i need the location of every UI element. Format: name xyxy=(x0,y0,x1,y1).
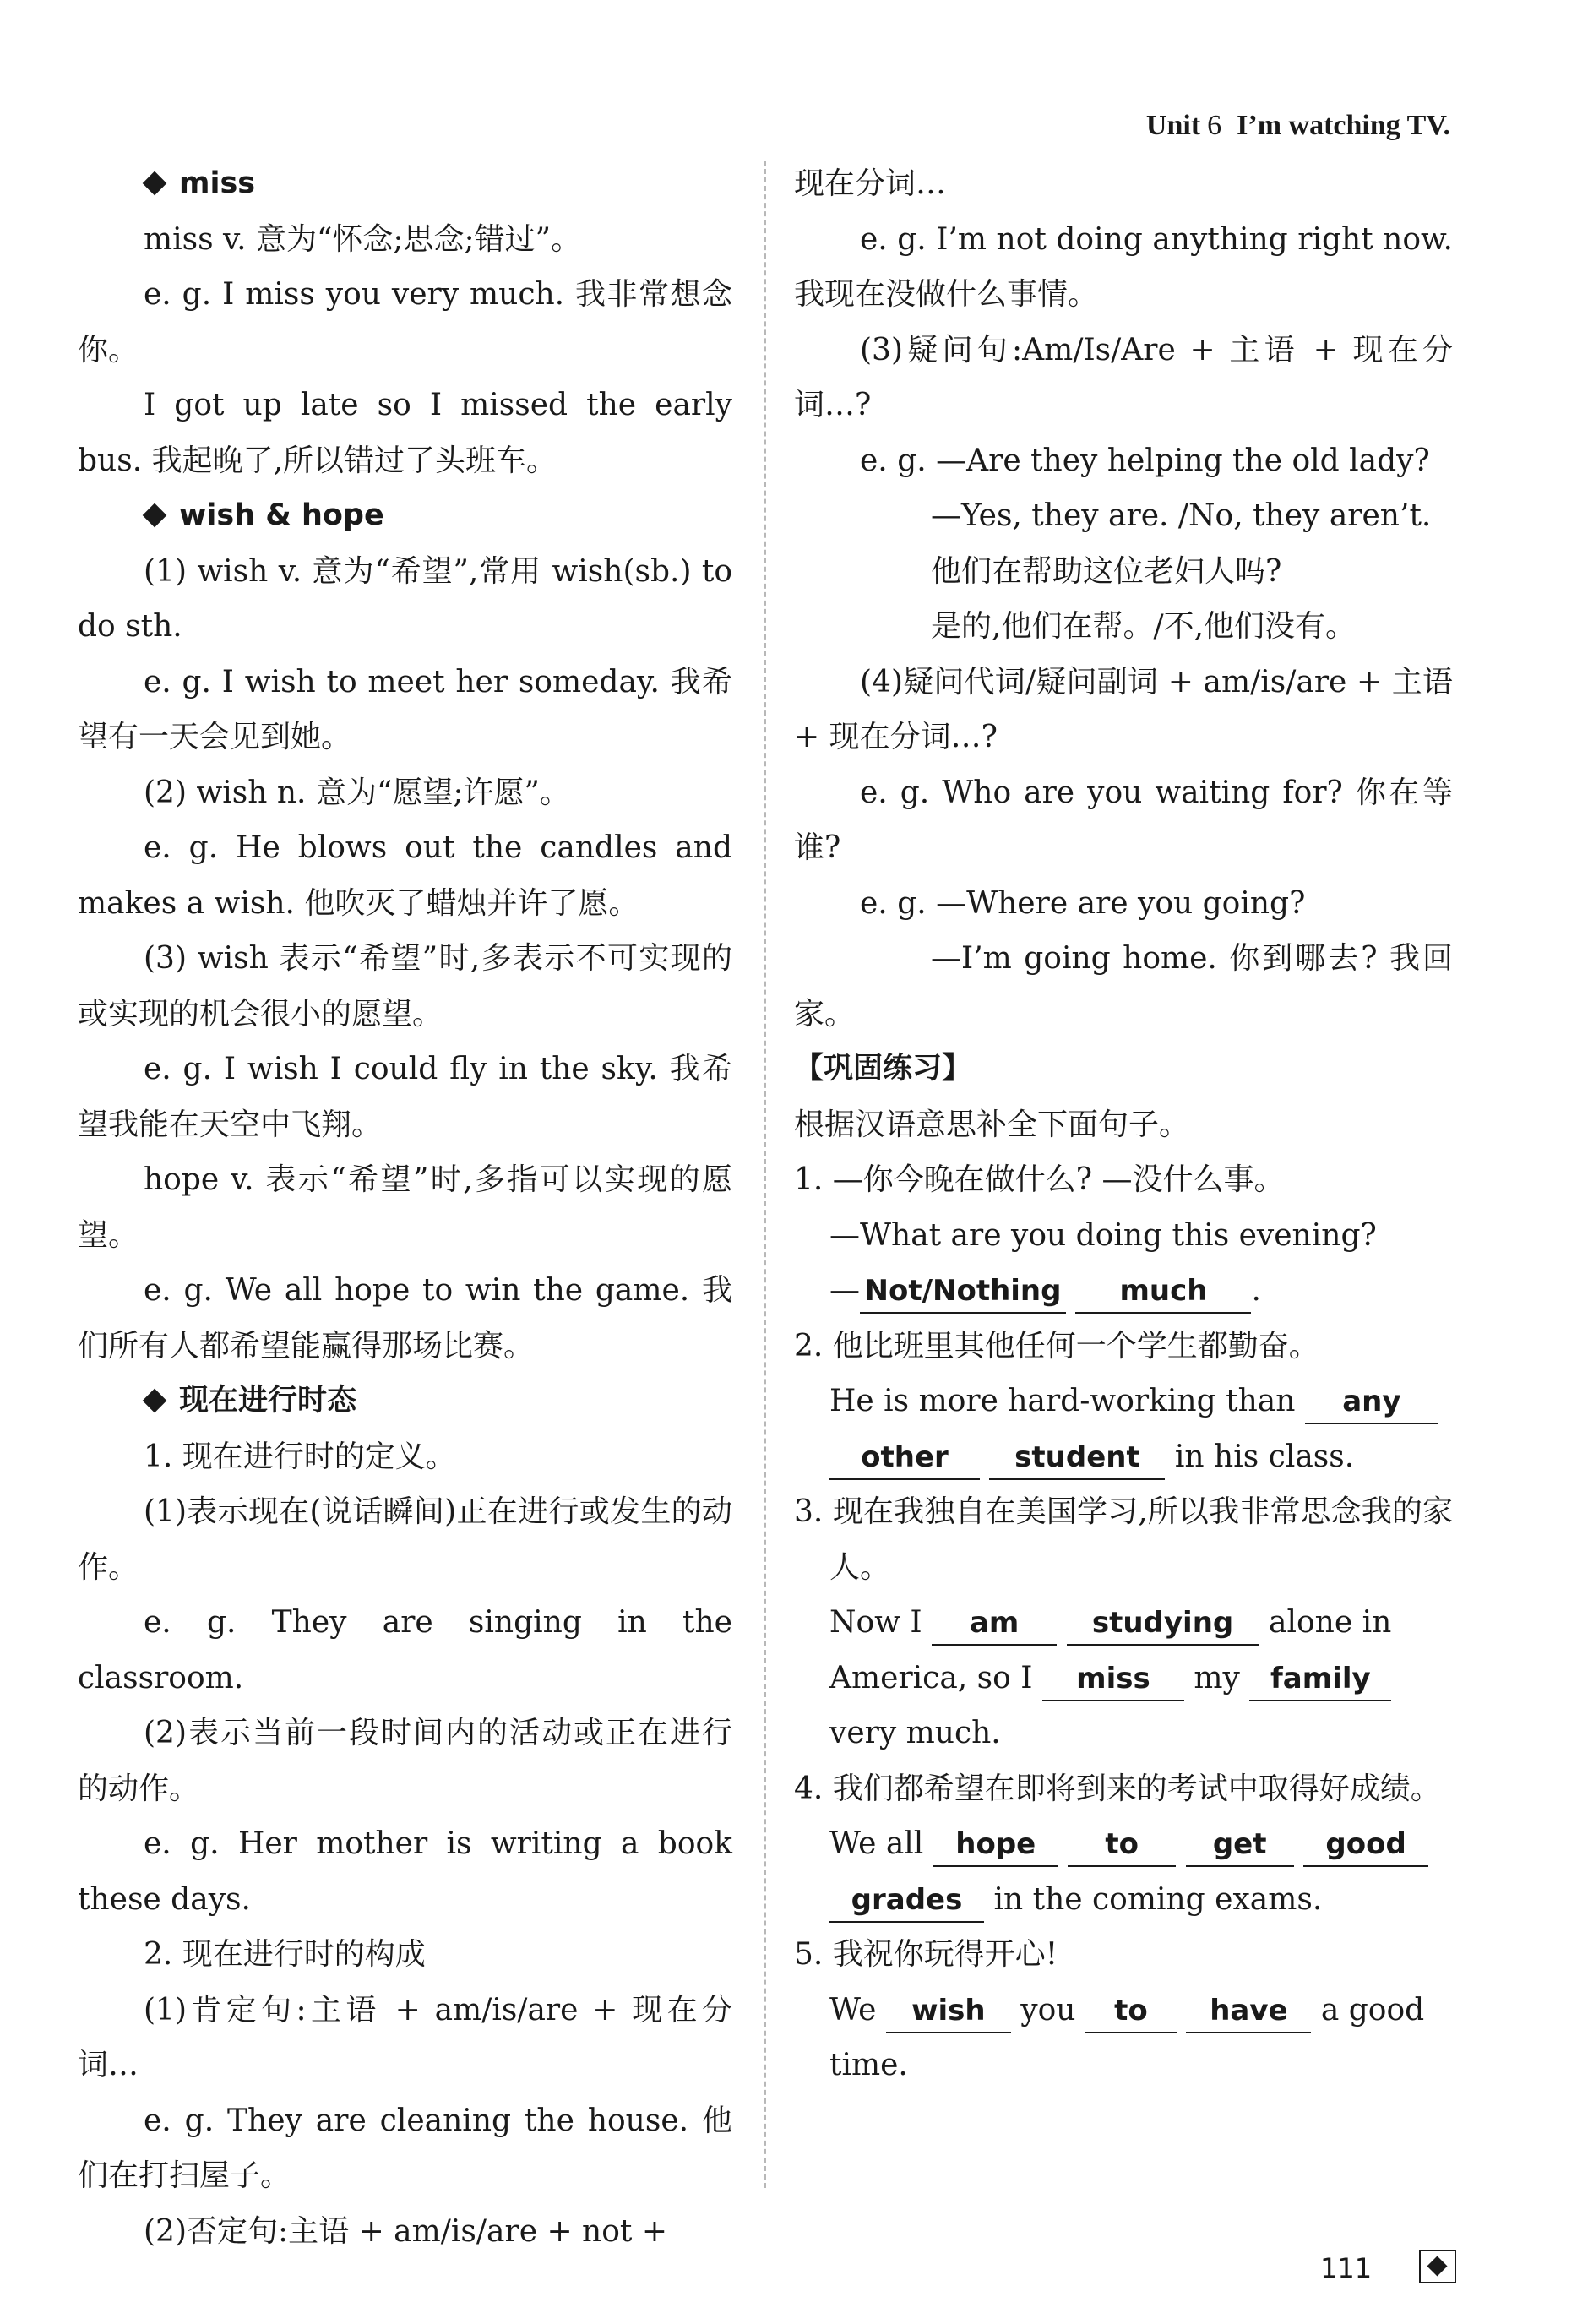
diamond-bullet-icon xyxy=(143,503,167,528)
diamond-bullet-icon xyxy=(143,1389,167,1413)
section-wish-hope: wish & hope xyxy=(78,488,732,544)
exercise-1-answer-line: — Not/Nothing much . xyxy=(794,1263,1453,1319)
wish-rule-3: (3) wish 表示“希望”时,多表示不可实现的或实现的机会很小的愿望。 xyxy=(78,941,732,1031)
answer-blank[interactable]: miss xyxy=(1042,1657,1184,1701)
form-4: (4)疑问代词/疑问副词 + am/is/are + 主语 + 现在分词…? xyxy=(794,664,1453,754)
page-number: 111 xyxy=(1320,2252,1373,2284)
exercise-1-en: —What are you doing this evening? xyxy=(829,1217,1377,1253)
exercise-3-cn: 3. 现在我独自在美国学习,所以我非常思念我的家人。 xyxy=(794,1494,1453,1585)
form-4-example-1: e. g. Who are you waiting for? 你在等谁? xyxy=(794,775,1453,865)
answer-blank[interactable]: grades xyxy=(829,1879,984,1923)
form-2-example: e. g. I’m not doing anything right now. 我现在没做什么事情。 xyxy=(794,221,1453,312)
miss-example-1: e. g. I miss you very much. 我非常想念你。 xyxy=(78,277,732,367)
page-diamond-icon xyxy=(1419,2250,1456,2283)
answer-blank[interactable]: hope xyxy=(933,1823,1058,1867)
exercise-3-line-1: Now I am studying alone in xyxy=(794,1595,1453,1651)
exercise-2-line-1: He is more hard-working than any xyxy=(794,1374,1453,1429)
practice-heading: 【巩固练习】 xyxy=(794,1052,972,1086)
unit-number: 6 xyxy=(1207,110,1222,141)
form-3-example-a: —Yes, they are. /No, they aren’t. xyxy=(931,498,1432,533)
exercise-4-line-1: We all hope to get good xyxy=(794,1816,1453,1872)
wish-example-2: e. g. He blows out the candles and makes a wish. 他吹灭了蜡烛并许了愿。 xyxy=(78,830,732,921)
answer-blank[interactable]: family xyxy=(1249,1657,1391,1701)
form-2: (2)否定句:主语 + am/is/are + not + xyxy=(144,2213,667,2249)
form-3: (3)疑问句:Am/Is/Are + 主语 + 现在分词…? xyxy=(794,332,1453,422)
answer-blank[interactable]: to xyxy=(1085,1989,1177,2033)
form-2-continued: 现在分词… xyxy=(794,166,947,201)
definition-1: (1)表示现在(说话瞬间)正在进行或发生的动作。 xyxy=(78,1494,732,1585)
definition-1-example: e. g. They are singing in the classroom. xyxy=(78,1605,732,1695)
answer-blank[interactable]: other xyxy=(829,1436,980,1480)
definition-title: 1. 现在进行时的定义。 xyxy=(144,1439,456,1474)
miss-example-2: I got up late so I missed the early bus. 我起晚了,所以错过了头班车。 xyxy=(78,388,732,478)
answer-blank[interactable]: Not/Nothing xyxy=(860,1270,1066,1314)
diamond-bullet-icon xyxy=(143,171,167,196)
section-miss: miss xyxy=(78,156,732,212)
practice-instructions: 根据汉语意思补全下面句子。 xyxy=(794,1107,1190,1142)
answer-blank[interactable]: any xyxy=(1305,1380,1438,1424)
definition-2: (2)表示当前一段时间内的活动或正在进行的动作。 xyxy=(78,1716,732,1806)
left-column xyxy=(78,156,732,2259)
answer-blank[interactable]: to xyxy=(1068,1823,1176,1867)
answer-blank[interactable]: student xyxy=(989,1436,1165,1480)
unit-label: Unit xyxy=(1145,110,1201,141)
answer-blank[interactable]: wish xyxy=(886,1989,1011,2033)
unit-title: I’m watching TV. xyxy=(1237,110,1450,141)
answer-blank[interactable]: much xyxy=(1075,1270,1251,1314)
section-present-continuous: 现在进行时态 xyxy=(78,1374,732,1429)
column-divider xyxy=(764,161,766,2188)
running-header xyxy=(1146,110,1450,142)
form-3-example-cn-a: 是的,他们在帮。/不,他们没有。 xyxy=(931,609,1357,644)
wish-rule-1: (1) wish v. 意为“希望”,常用 wish(sb.) to do sth. xyxy=(78,553,732,644)
wish-example-1: e. g. I wish to meet her someday. 我希望有一天会见到她。 xyxy=(78,664,732,754)
exercise-5-cn: 5. 我祝你玩得开心! xyxy=(794,1937,1058,1972)
definition-2-example: e. g. Her mother is writing a book these days. xyxy=(78,1826,732,1917)
hope-rule: hope v. 表示“希望”时,多指可以实现的愿望。 xyxy=(78,1162,732,1253)
exercise-4-cn: 4. 我们都希望在即将到来的考试中取得好成绩。 xyxy=(794,1771,1441,1806)
form-1-example: e. g. They are cleaning the house. 他们在打扫屋子。 xyxy=(78,2103,732,2193)
exercise-1-cn: 1. —你今晚在做什么? —没什么事。 xyxy=(794,1162,1285,1197)
answer-blank[interactable]: am xyxy=(932,1602,1057,1646)
form-3-example-cn-q: 他们在帮助这位老妇人吗? xyxy=(931,553,1282,589)
answer-blank[interactable]: studying xyxy=(1067,1602,1259,1646)
form-1: (1)肯定句:主语 + am/is/are + 现在分词… xyxy=(78,1992,732,2082)
right-column xyxy=(794,156,1453,2093)
exercise-4-line-2: grades in the coming exams. xyxy=(794,1872,1453,1928)
exercise-2-cn: 2. 他比班里其他任何一个学生都勤奋。 xyxy=(794,1328,1319,1363)
answer-blank[interactable]: get xyxy=(1186,1823,1294,1867)
answer-blank[interactable]: have xyxy=(1186,1989,1311,2033)
exercise-3-line-2: America, so I miss my family xyxy=(794,1651,1453,1706)
miss-definition: miss v. 意为“怀念;思念;错过”。 xyxy=(144,221,582,257)
answer-blank[interactable]: good xyxy=(1303,1823,1428,1867)
form-title: 2. 现在进行时的构成 xyxy=(144,1937,426,1972)
wish-example-3: e. g. I wish I could fly in the sky. 我希望我能在天空中飞翔。 xyxy=(78,1052,732,1142)
exercise-5-line-2: time. xyxy=(829,2048,908,2082)
wish-rule-2: (2) wish n. 意为“愿望;许愿”。 xyxy=(144,775,570,810)
form-4-example-3: —I’m going home. 你到哪去? 我回家。 xyxy=(794,941,1453,1031)
exercise-2-line-2: other student in his class. xyxy=(794,1429,1453,1485)
form-4-example-2: e. g. —Where are you going? xyxy=(860,885,1306,921)
form-3-example-q: e. g. —Are they helping the old lady? xyxy=(860,443,1430,478)
hope-example: e. g. We all hope to win the game. 我们所有人都希望能赢得那场比赛。 xyxy=(78,1273,732,1363)
exercise-3-line-3: very much. xyxy=(829,1716,1001,1750)
exercise-5-line-1: We wish you to have a good xyxy=(794,1983,1453,2038)
